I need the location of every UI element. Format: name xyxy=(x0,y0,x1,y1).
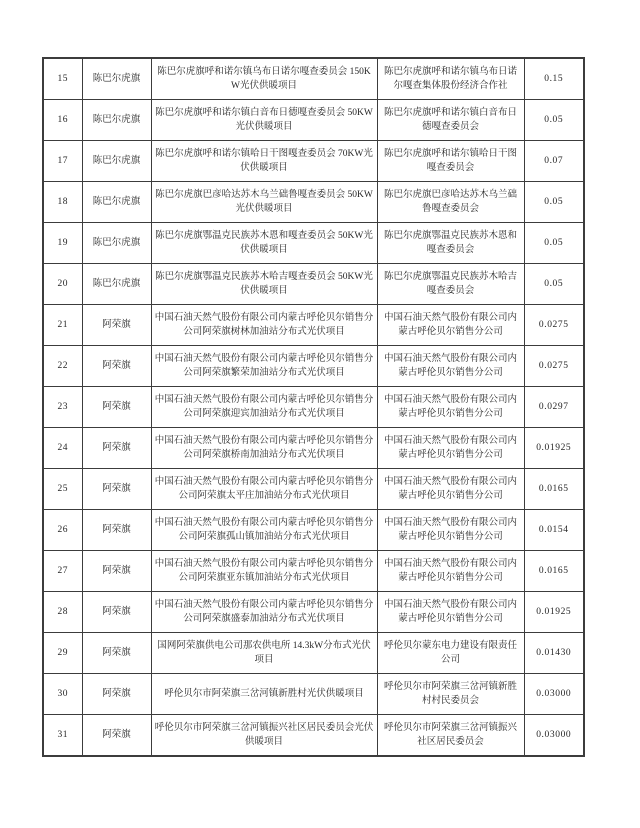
project-name-cell: 中国石油天然气股份有限公司内蒙古呼伦贝尔销售分公司阿荣旗盛泰加油站分布式光伏项目 xyxy=(151,592,377,633)
county-cell: 陈巴尔虎旗 xyxy=(82,100,151,141)
table-row xyxy=(43,715,584,757)
project-name-cell: 中国石油天然气股份有限公司内蒙古呼伦贝尔销售分公司阿荣旗迎宾加油站分布式光伏项目 xyxy=(151,387,377,428)
row-index-cell: 20 xyxy=(43,264,82,305)
row-index-cell: 16 xyxy=(43,100,82,141)
company-name-cell: 呼伦贝尔市阿荣旗三岔河镇新胜村村民委员会 xyxy=(377,674,524,715)
price-cell: 0.0297 xyxy=(524,387,584,428)
price-cell: 0.05 xyxy=(524,264,584,305)
project-name-cell: 呼伦贝尔市阿荣旗三岔河镇振兴社区居民委员会光伏供暖项目 xyxy=(151,715,377,757)
table-row xyxy=(43,141,584,182)
pv-project-subsidy-table xyxy=(42,57,585,757)
company-name-cell: 中国石油天然气股份有限公司内蒙古呼伦贝尔销售分公司 xyxy=(377,305,524,346)
company-name-cell: 呼伦贝尔市阿荣旗三岔河镇振兴社区居民委员会 xyxy=(377,715,524,757)
company-name-cell: 陈巴尔虎旗鄂温克民族苏木哈吉嘎查委员会 xyxy=(377,264,524,305)
price-cell: 0.01925 xyxy=(524,428,584,469)
table-row xyxy=(43,633,584,674)
company-name-cell: 陈巴尔虎旗呼和诺尔镇哈日干图嘎查委员会 xyxy=(377,141,524,182)
project-name-cell: 呼伦贝尔市阿荣旗三岔河镇新胜村光伏供暖项目 xyxy=(151,674,377,715)
table-row xyxy=(43,469,584,510)
company-name-cell: 陈巴尔虎旗呼和诺尔镇乌布日诺尔嘎查集体股份经济合作社 xyxy=(377,58,524,100)
table-row xyxy=(43,387,584,428)
table-row xyxy=(43,100,584,141)
county-cell: 陈巴尔虎旗 xyxy=(82,223,151,264)
company-name-cell: 陈巴尔虎旗鄂温克民族苏木恩和嘎查委员会 xyxy=(377,223,524,264)
project-name-cell: 陈巴尔虎旗鄂温克民族苏木恩和嘎查委员会 50KW光伏供暖项目 xyxy=(151,223,377,264)
price-cell: 0.07 xyxy=(524,141,584,182)
project-name-cell: 中国石油天然气股份有限公司内蒙古呼伦贝尔销售分公司阿荣旗太平庄加油站分布式光伏项目 xyxy=(151,469,377,510)
table-row xyxy=(43,592,584,633)
row-index-cell: 23 xyxy=(43,387,82,428)
county-cell: 阿荣旗 xyxy=(82,428,151,469)
county-cell: 阿荣旗 xyxy=(82,510,151,551)
row-index-cell: 17 xyxy=(43,141,82,182)
county-cell: 陈巴尔虎旗 xyxy=(82,182,151,223)
price-cell: 0.05 xyxy=(524,100,584,141)
project-name-cell: 陈巴尔虎旗呼和诺尔镇乌布日诺尔嘎查委员会 150KW光伏供暖项目 xyxy=(151,58,377,100)
company-name-cell: 中国石油天然气股份有限公司内蒙古呼伦贝尔销售分公司 xyxy=(377,346,524,387)
company-name-cell: 中国石油天然气股份有限公司内蒙古呼伦贝尔销售分公司 xyxy=(377,551,524,592)
row-index-cell: 27 xyxy=(43,551,82,592)
county-cell: 阿荣旗 xyxy=(82,633,151,674)
row-index-cell: 25 xyxy=(43,469,82,510)
row-index-cell: 24 xyxy=(43,428,82,469)
county-cell: 阿荣旗 xyxy=(82,469,151,510)
county-cell: 陈巴尔虎旗 xyxy=(82,264,151,305)
project-name-cell: 中国石油天然气股份有限公司内蒙古呼伦贝尔销售分公司阿荣旗树林加油站分布式光伏项目 xyxy=(151,305,377,346)
project-name-cell: 陈巴尔虎旗呼和诺尔镇白音布日德嘎查委员会 50KW光伏供暖项目 xyxy=(151,100,377,141)
table-row xyxy=(43,346,584,387)
table-container xyxy=(42,57,585,757)
project-name-cell: 中国石油天然气股份有限公司内蒙古呼伦贝尔销售分公司阿荣旗亚东镇加油站分布式光伏项目 xyxy=(151,551,377,592)
price-cell: 0.05 xyxy=(524,223,584,264)
project-name-cell: 陈巴尔虎旗鄂温克民族苏木哈吉嘎查委员会 50KW光伏供暖项目 xyxy=(151,264,377,305)
company-name-cell: 陈巴尔虎旗呼和诺尔镇白音布日德嘎查委员会 xyxy=(377,100,524,141)
price-cell: 0.0275 xyxy=(524,346,584,387)
table-row xyxy=(43,182,584,223)
row-index-cell: 26 xyxy=(43,510,82,551)
row-index-cell: 22 xyxy=(43,346,82,387)
table-row xyxy=(43,305,584,346)
table-body xyxy=(43,58,584,756)
row-index-cell: 29 xyxy=(43,633,82,674)
table-row xyxy=(43,674,584,715)
table-row xyxy=(43,428,584,469)
row-index-cell: 18 xyxy=(43,182,82,223)
price-cell: 0.0165 xyxy=(524,469,584,510)
price-cell: 0.0165 xyxy=(524,551,584,592)
price-cell: 0.0275 xyxy=(524,305,584,346)
company-name-cell: 陈巴尔虎旗巴彦哈达苏木乌兰础鲁嘎查委员会 xyxy=(377,182,524,223)
county-cell: 阿荣旗 xyxy=(82,551,151,592)
project-name-cell: 国网阿荣旗供电公司那农供电所 14.3kW分布式光伏项目 xyxy=(151,633,377,674)
row-index-cell: 28 xyxy=(43,592,82,633)
table-row xyxy=(43,58,584,100)
price-cell: 0.03000 xyxy=(524,674,584,715)
county-cell: 陈巴尔虎旗 xyxy=(82,141,151,182)
row-index-cell: 19 xyxy=(43,223,82,264)
project-name-cell: 中国石油天然气股份有限公司内蒙古呼伦贝尔销售分公司阿荣旗繁荣加油站分布式光伏项目 xyxy=(151,346,377,387)
table-row xyxy=(43,510,584,551)
price-cell: 0.03000 xyxy=(524,715,584,757)
table-row xyxy=(43,551,584,592)
county-cell: 阿荣旗 xyxy=(82,346,151,387)
price-cell: 0.01430 xyxy=(524,633,584,674)
county-cell: 阿荣旗 xyxy=(82,592,151,633)
county-cell: 阿荣旗 xyxy=(82,305,151,346)
row-index-cell: 21 xyxy=(43,305,82,346)
project-name-cell: 中国石油天然气股份有限公司内蒙古呼伦贝尔销售分公司阿荣旗桥南加油站分布式光伏项目 xyxy=(151,428,377,469)
county-cell: 陈巴尔虎旗 xyxy=(82,58,151,100)
company-name-cell: 中国石油天然气股份有限公司内蒙古呼伦贝尔销售分公司 xyxy=(377,428,524,469)
price-cell: 0.05 xyxy=(524,182,584,223)
company-name-cell: 中国石油天然气股份有限公司内蒙古呼伦贝尔销售分公司 xyxy=(377,510,524,551)
project-name-cell: 中国石油天然气股份有限公司内蒙古呼伦贝尔销售分公司阿荣旗孤山镇加油站分布式光伏项目 xyxy=(151,510,377,551)
row-index-cell: 31 xyxy=(43,715,82,757)
table-row xyxy=(43,264,584,305)
company-name-cell: 中国石油天然气股份有限公司内蒙古呼伦贝尔销售分公司 xyxy=(377,469,524,510)
company-name-cell: 中国石油天然气股份有限公司内蒙古呼伦贝尔销售分公司 xyxy=(377,592,524,633)
company-name-cell: 中国石油天然气股份有限公司内蒙古呼伦贝尔销售分公司 xyxy=(377,387,524,428)
price-cell: 0.15 xyxy=(524,58,584,100)
row-index-cell: 30 xyxy=(43,674,82,715)
table-row xyxy=(43,223,584,264)
county-cell: 阿荣旗 xyxy=(82,387,151,428)
county-cell: 阿荣旗 xyxy=(82,674,151,715)
project-name-cell: 陈巴尔虎旗呼和诺尔镇哈日干图嘎查委员会 70KW光伏供暖项目 xyxy=(151,141,377,182)
company-name-cell: 呼伦贝尔蒙东电力建设有限责任公司 xyxy=(377,633,524,674)
price-cell: 0.0154 xyxy=(524,510,584,551)
row-index-cell: 15 xyxy=(43,58,82,100)
project-name-cell: 陈巴尔虎旗巴彦哈达苏木乌兰础鲁嘎查委员会 50KW光伏供暖项目 xyxy=(151,182,377,223)
county-cell: 阿荣旗 xyxy=(82,715,151,757)
price-cell: 0.01925 xyxy=(524,592,584,633)
